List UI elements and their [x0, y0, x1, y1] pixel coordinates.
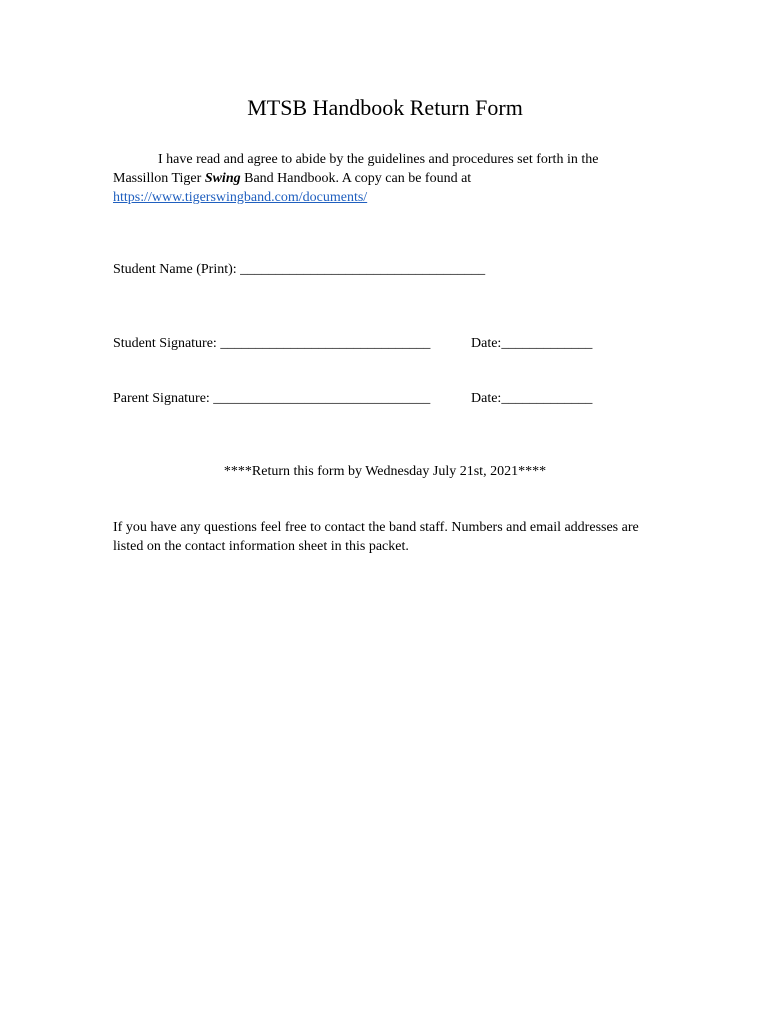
student-date-field[interactable]: Date:_____________: [471, 336, 593, 351]
closing-paragraph: [113, 518, 653, 556]
intro-paragraph: [113, 150, 653, 207]
intro-text-end: Band Handbook. A copy can be found at: [240, 171, 472, 186]
page-title: MTSB Handbook Return Form: [247, 95, 523, 120]
return-deadline-notice: ****Return this form by Wednesday July 21st, 2021****: [223, 464, 547, 479]
closing-text: If you have any questions feel free to contact the band staff. Numbers and email addresses are listed on the contact information sheet in this packet.: [113, 520, 639, 554]
student-name-field[interactable]: Student Name (Print): ___________________________________: [113, 262, 486, 277]
student-signature-field[interactable]: Student Signature: ______________________________: [113, 336, 431, 351]
intro-swing-word: Swing: [204, 171, 241, 186]
parent-date-field[interactable]: Date:_____________: [471, 391, 593, 406]
parent-signature-field[interactable]: Parent Signature: _______________________________: [113, 391, 431, 406]
handbook-link[interactable]: https://www.tigerswingband.com/documents/: [113, 190, 368, 205]
intro-text-start: I have read and agree to abide by the guidelines and procedures set forth in the Massillon Tiger: [113, 152, 599, 186]
